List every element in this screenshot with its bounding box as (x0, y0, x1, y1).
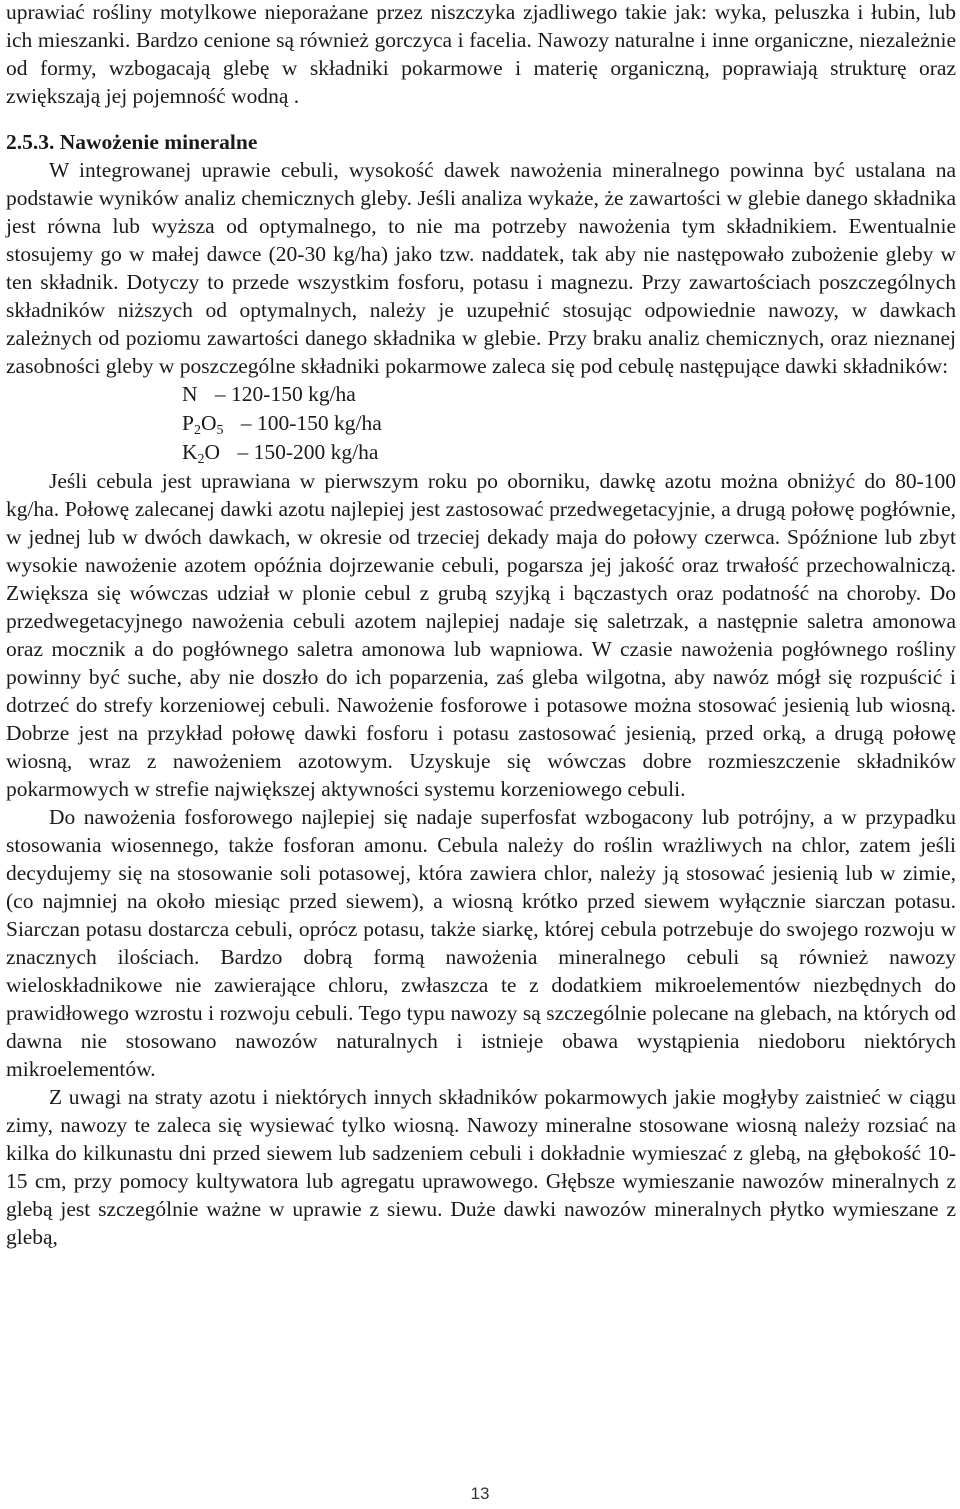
nutrient-row-n (6, 380, 956, 409)
nutrient-dash: – (240, 411, 252, 435)
nutrient-dose: 100-150 kg/ha (257, 411, 382, 435)
nutrient-symbol: $P_2O_5$ (182, 411, 224, 438)
nutrient-dose: 120-150 kg/ha (231, 382, 356, 406)
nutrient-symbol: N (182, 382, 198, 406)
nutrient-row-p2o5 (6, 409, 956, 438)
paragraph-4: Z uwagi na straty azotu i niektórych innych składników pokarmowych jakie mogłyby zaistnieć w ciągu zimy, nawozy te zaleca się wysiewać tylko wiosną. Nawozy mineralne stosowane wiosną należy rozsiać na kilka do kilkunastu dni przed siewem lub sadzeniem cebuli i dokładnie wymieszać z glebą, na głębokość 10-15 cm, przy pomocy kultywatora lub agregatu uprawowego. Głębsze wymieszanie nawozów mineralnych z glebą jest szczególnie ważne w uprawie z siewu. Duże dawki nawozów mineralnych płytko wymieszane z glebą, (6, 1085, 956, 1249)
body-text (6, 0, 956, 1251)
nutrient-list (6, 380, 956, 467)
intro-paragraph: uprawiać rośliny motylkowe nieporażane przez niszczyka zjadliwego takie jak: wyka, peluszka i łubin, lub ich mieszanki. Bardzo cenione są również gorczyca i facelia. Nawozy naturalne i inne organiczne, niezależnie od formy, wzbogacają glebę w składniki pokarmowe i materię organiczną, poprawiają strukturę oraz zwiększają jej pojemność wodną . (6, 0, 956, 108)
paragraph-2: Jeśli cebula jest uprawiana w pierwszym roku po oborniku, dawkę azotu można obniżyć do 80-100 kg/ha. Połowę zalecanej dawki azotu najlepiej jest zastosować przedwegetacyjnie, a drugą połowę pogłównie, w jednej lub w dwóch dawkach, w okresie od trzeciej dekady maja do połowy czerwca. Spóźnione lub zbyt wysokie nawożenie azotem opóźnia dojrzewanie cebuli, pogarsza jej jakość oraz trwałość przechowalniczą. Zwiększa się wówczas udział w plonie cebul z grubą szyjką i bączastych oraz podatność na choroby. Do przedwegetacyjnego nawożenia cebuli azotem najlepiej nadaje się saletrzak, a następnie saletra amonowa oraz mocznik a do pogłównego saletra amonowa lub wapniowa. W czasie nawożenia pogłównego rośliny powinny być suche, aby nie doszło do ich poparzenia, zaś gleba wilgotna, aby nawóz mógł się rozpuścić i dotrzeć do strefy korzeniowej cebuli. Nawożenie fosforowe i potasowe można stosować jesienią lub wiosną. Dobrze jest na przykład połowę dawki fosforu i potasu zastosować jesienią, przed orką, a drugą połowę wiosną, wraz z nawożeniem azotowym. Uzyskuje się wówczas dobre rozmieszczenie składników pokarmowych w strefie największej aktywności systemu korzeniowego cebuli. (6, 469, 956, 801)
nutrient-dash: – (237, 440, 249, 464)
paragraph-3: Do nawożenia fosforowego najlepiej się nadaje superfosfat wzbogacony lub potrójny, a w przypadku stosowania wiosennego, także fosforan amonu. Cebula należy do roślin wrażliwych na chlor, zatem jeśli decydujemy się na stosowanie soli potasowej, która zawiera chlor, należy ją stosować jesienią lub w zimie, (co najmniej na około miesiąc przed siewem), a wiosną krótko przed siewem wyłącznie siarczan potasu. Siarczan potasu dostarcza cebuli, oprócz potasu, także siarkę, której cebula potrzebuje do swojego rozwoju w znacznych ilościach. Bardzo dobrą formą nawożenia mineralnego cebuli są również nawozy wieloskładnikowe nie zawierające chloru, zwłaszcza te z dodatkiem mikroelementów niezbędnych do prawidłowego wzrostu i rozwoju cebuli. Tego typu nawozy są szczególnie polecane na glebach, na których od dawna nie stosowano nawozów naturalnych i istnieje obawa wystąpienia niedoboru niektórych mikroelementów. (6, 805, 956, 1081)
section-heading: 2.5.3. Nawożenie mineralne (6, 130, 258, 154)
nutrient-dash: – (214, 382, 226, 406)
page-number: 13 (470, 1484, 490, 1503)
paragraph-1: W integrowanej uprawie cebuli, wysokość dawek nawożenia mineralnego powinna być ustalana na podstawie wyników analiz chemicznych gleby. Jeśli analiza wykaże, że zawartości w glebie danego składnika jest równa lub wyższa od optymalnego, to nie ma potrzeby nawożenia tym składnikiem. Ewentualnie stosujemy go w małej dawce (20-30 kg/ha) jako tzw. naddatek, tak aby nie następowało zubożenie gleby w ten składnik. Dotyczy to przede wszystkim fosforu, potasu i magnezu. Przy zawartościach poszczególnych składników niższych od optymalnych, należy je uzupełnić stosując odpowiednie nawozy, w dawkach zależnych od poziomu zawartości danego składnika w glebie. Przy braku analiz chemicznych, oraz nieznanej zasobności gleby w poszczególne składniki pokarmowe zaleca się pod cebulę następujące dawki składników: (6, 158, 956, 378)
nutrient-symbol: $K_2O$ (182, 440, 221, 467)
nutrient-row-k2o (6, 438, 956, 467)
nutrient-dose: 150-200 kg/ha (253, 440, 379, 464)
